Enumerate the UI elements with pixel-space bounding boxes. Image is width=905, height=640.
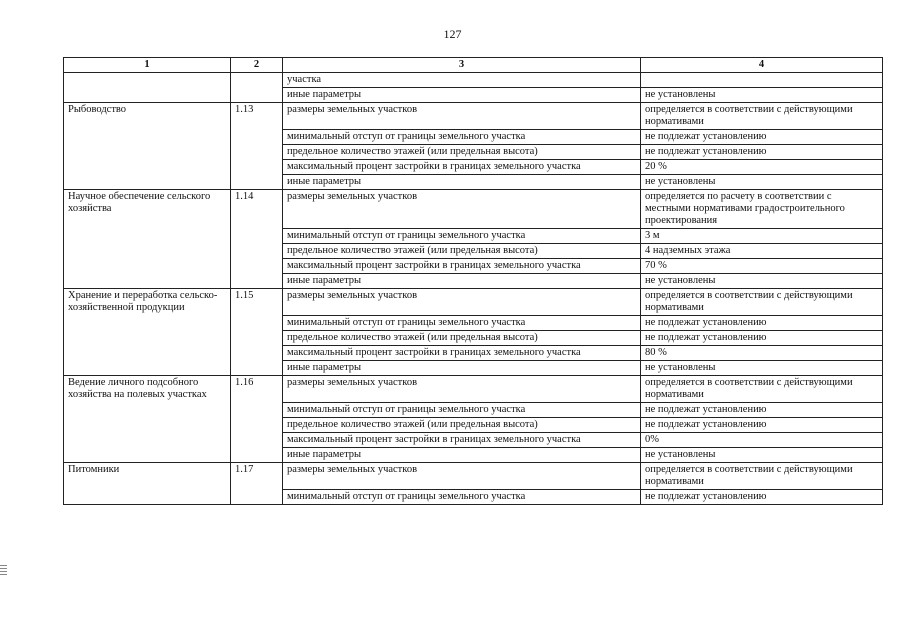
param-name-cell: иные параметры: [283, 448, 641, 463]
param-name-cell: размеры земельных участков: [283, 190, 641, 229]
param-value-cell: не установлены: [641, 448, 883, 463]
param-name-cell: иные параметры: [283, 175, 641, 190]
table-header: [64, 58, 883, 73]
table-row: [64, 289, 883, 316]
table-row: [64, 463, 883, 490]
param-name-cell: предельное количество этажей (или предельная высота): [283, 331, 641, 346]
param-name-cell: размеры земельных участков: [283, 289, 641, 316]
param-value-cell: не подлежат установлению: [641, 316, 883, 331]
param-name-cell: предельное количество этажей (или предельная высота): [283, 418, 641, 433]
group-name-cell: Научное обеспечение сельского хозяйства: [64, 190, 231, 289]
param-name-cell: минимальный отступ от границы земельного участка: [283, 490, 641, 505]
scan-edge-mark: [0, 565, 7, 577]
param-value-cell: не установлены: [641, 175, 883, 190]
param-value-cell: не подлежат установлению: [641, 331, 883, 346]
param-name-cell: предельное количество этажей (или предельная высота): [283, 145, 641, 160]
header-col-4: 4: [641, 58, 883, 73]
group-code-cell: 1.17: [231, 463, 283, 505]
param-value-cell: не установлены: [641, 274, 883, 289]
param-value-cell: не подлежат установлению: [641, 403, 883, 418]
param-name-cell: минимальный отступ от границы земельного участка: [283, 229, 641, 244]
table-body: [64, 73, 883, 505]
param-value-cell: 80 %: [641, 346, 883, 361]
param-value-cell: определяется в соответствии с действующими нормативами: [641, 289, 883, 316]
header-col-1: 1: [64, 58, 231, 73]
group-name-cell: Рыбоводство: [64, 103, 231, 190]
group-name-cell: Ведение личного подсобного хозяйства на полевых участках: [64, 376, 231, 463]
param-name-cell: предельное количество этажей (или предельная высота): [283, 244, 641, 259]
param-name-cell: иные параметры: [283, 361, 641, 376]
header-col-2: 2: [231, 58, 283, 73]
param-value-cell: не подлежат установлению: [641, 130, 883, 145]
param-value-cell: 4 надземных этажа: [641, 244, 883, 259]
table-row: [64, 73, 883, 88]
param-name-cell: размеры земельных участков: [283, 376, 641, 403]
group-code-cell: 1.16: [231, 376, 283, 463]
param-value-cell: определяется в соответствии с действующими нормативами: [641, 103, 883, 130]
header-row: [64, 58, 883, 73]
param-value-cell: не установлены: [641, 361, 883, 376]
param-value-cell: 20 %: [641, 160, 883, 175]
group-name-cell: [64, 73, 231, 103]
param-name-cell: минимальный отступ от границы земельного участка: [283, 403, 641, 418]
table-row: [64, 103, 883, 130]
group-code-cell: 1.15: [231, 289, 283, 376]
param-value-cell: 0%: [641, 433, 883, 448]
param-value-cell: не подлежат установлению: [641, 418, 883, 433]
group-name-cell: Питомники: [64, 463, 231, 505]
group-name-cell: Хранение и переработка сельско-хозяйственной продукции: [64, 289, 231, 376]
table-row: [64, 376, 883, 403]
param-value-cell: не установлены: [641, 88, 883, 103]
param-value-cell: 70 %: [641, 259, 883, 274]
param-value-cell: 3 м: [641, 229, 883, 244]
table-row: [64, 190, 883, 229]
param-name-cell: размеры земельных участков: [283, 463, 641, 490]
group-code-cell: [231, 73, 283, 103]
param-value-cell: определяется по расчету в соответствии с местными нормативами градостроительного проектирования: [641, 190, 883, 229]
param-name-cell: максимальный процент застройки в границах земельного участка: [283, 160, 641, 175]
param-name-cell: максимальный процент застройки в границах земельного участка: [283, 259, 641, 274]
param-name-cell: иные параметры: [283, 274, 641, 289]
param-name-cell: иные параметры: [283, 88, 641, 103]
param-value-cell: не подлежат установлению: [641, 145, 883, 160]
param-name-cell: максимальный процент застройки в границах земельного участка: [283, 346, 641, 361]
regulations-table: [63, 57, 883, 505]
param-value-cell: [641, 73, 883, 88]
param-name-cell: размеры земельных участков: [283, 103, 641, 130]
param-name-cell: минимальный отступ от границы земельного участка: [283, 316, 641, 331]
header-col-3: 3: [283, 58, 641, 73]
param-name-cell: минимальный отступ от границы земельного участка: [283, 130, 641, 145]
param-value-cell: не подлежат установлению: [641, 490, 883, 505]
param-value-cell: определяется в соответствии с действующими нормативами: [641, 463, 883, 490]
param-value-cell: определяется в соответствии с действующими нормативами: [641, 376, 883, 403]
param-name-cell: максимальный процент застройки в границах земельного участка: [283, 433, 641, 448]
group-code-cell: 1.13: [231, 103, 283, 190]
page-number: 127: [443, 27, 462, 41]
param-name-cell: участка: [283, 73, 641, 88]
group-code-cell: 1.14: [231, 190, 283, 289]
